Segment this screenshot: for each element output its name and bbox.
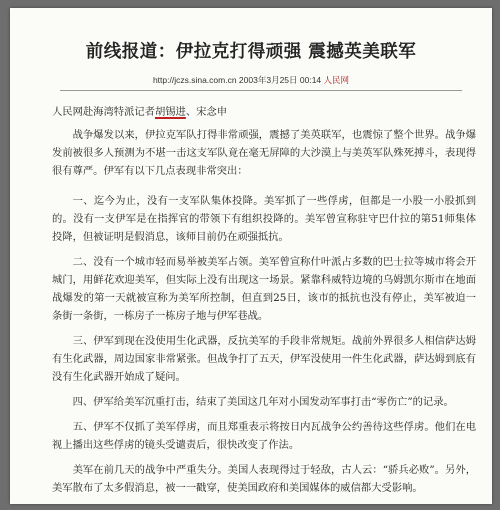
- article-paragraph: 五、伊军不仅抓了美军俘虏，而且郑重表示将按日内瓦战争公约善待这些俘虏。他们在电视上播出这些俘虏的镜头受谴责后，很快改变了作法。: [52, 421, 476, 451]
- article-paragraph: 四、伊军给美军沉重打击，结束了美国这几年对小国发动军事打击“零伤亡”的记录。: [72, 396, 454, 408]
- source-outlet-link[interactable]: 人民网: [323, 75, 350, 85]
- title-divider: [60, 90, 462, 91]
- byline-suffix: 、宋念申: [185, 106, 228, 118]
- article-page: [10, 8, 492, 504]
- article-paragraph: 二、没有一个城市轻而易举被美军占领。美军曾宣称什叶派占多数的巴士拉等城市将会开城门，用鲜花欢迎美军，但实际上没有出现这一场景。紧靠科威特边境的乌姆凯尔斯市在地面战爆发的第一天就被宣称为美军所控制，但直到25日，该市的抵抗也没有停止，美军被迫一条街一条街，一栋房子一栋房子地与伊军巷战。: [52, 256, 476, 322]
- article-title: 前线报道：伊拉克打得顽强 震撼英美联军: [85, 42, 417, 62]
- byline-reporter-name: 胡锡进: [154, 106, 186, 118]
- article-source-line: [10, 74, 492, 86]
- article-paragraph: 战争爆发以来，伊拉克军队打得非常顽强，震撼了美英联军，也震惊了整个世界。战争爆发前被很多人预测为不堪一击这支军队竟在毫无屏障的大沙漠上与美英军队殊死搏斗，表现得很有尊严。伊军有以下几点表现非常突出：: [52, 129, 476, 177]
- article-paragraph: 一、迄今为止，没有一支军队集体投降。美军抓了一些俘虏，但都是一小股一小股抓到的。没有一支伊军是在指挥官的带领下有组织投降的。美军曾宣称驻守巴什拉的第51师集体投降，但被证明是假消息，该师目前仍在顽强抵抗。: [52, 195, 476, 243]
- article-byline: [52, 103, 227, 118]
- article-body: [52, 126, 476, 504]
- byline-prefix: 人民网赴海湾特派记者: [52, 106, 155, 118]
- article-paragraph: 美军在前几天的战争中严重失分。美国人表现得过于轻敌，古人云：“骄兵必败”。另外，美军散布了太多假消息，被一一戳穿，使美国政府和美国媒体的威信都大受影响。: [52, 464, 476, 494]
- article-paragraph: 三、伊军到现在没使用生化武器，反抗美军的手段非常规矩。战前外界很多人相信萨达姆有生化武器，周边国家非常紧张。但战争打了五天，伊军没使用一件生化武器，萨达姆到底有没有生化武器开始成了疑问。: [52, 335, 476, 383]
- source-url-date: http://jczs.sina.com.cn 2003年3月25日 00:14: [152, 75, 324, 85]
